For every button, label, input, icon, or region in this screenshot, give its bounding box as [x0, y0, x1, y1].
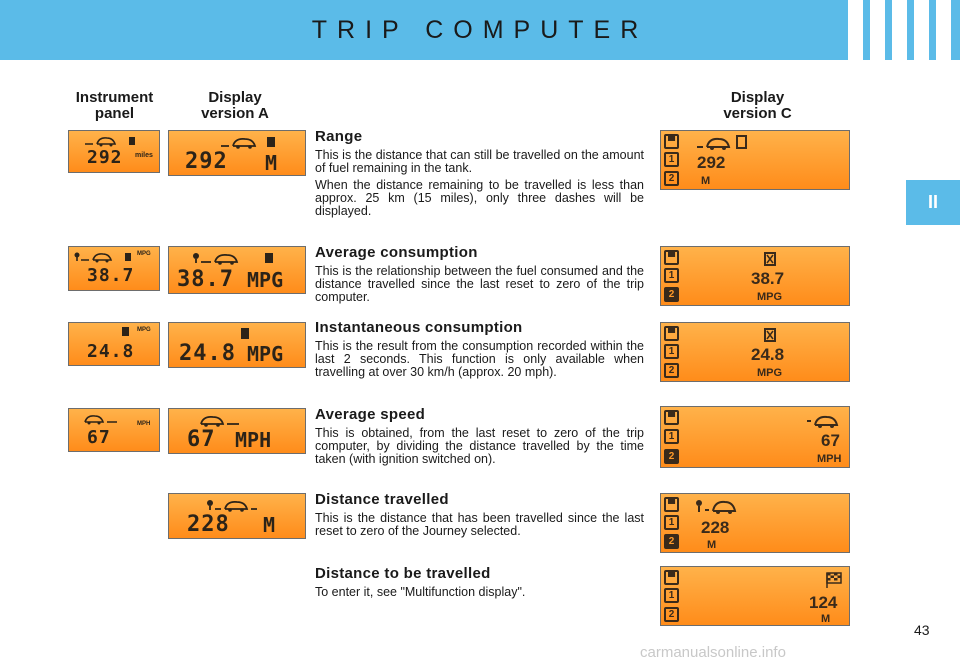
instrument-panel-display [68, 246, 160, 291]
instrument-panel-display [68, 408, 160, 452]
header-stripe [848, 0, 863, 60]
display-a-value: 292 [185, 149, 228, 174]
display-a-value: 38.7 [177, 267, 234, 292]
reset-car-icon [693, 498, 743, 516]
instrument-panel-display [68, 322, 160, 366]
display-c-unit: M [821, 613, 831, 625]
car-fuel-icon [219, 135, 281, 149]
reset-car-fuel-icon [73, 251, 135, 263]
header-stripe [892, 0, 907, 60]
car-icon: ▀ [664, 570, 679, 585]
header-stripe [870, 0, 885, 60]
car-icon: ▀ [664, 134, 679, 149]
section-range [315, 128, 644, 222]
display-c-unit: MPG [757, 367, 783, 379]
display-c [660, 130, 850, 190]
section-paragraph: This is obtained, from the last reset to zero of the trip computer, by dividing the distance travelled by the time taken (with ignition switched on). [315, 426, 644, 466]
section-distance-to-be-travelled [315, 565, 644, 603]
display-c [660, 246, 850, 306]
section-title: Range [315, 128, 363, 145]
display-c-mode-column [661, 494, 683, 552]
header-stripe [914, 0, 929, 60]
mode-1-box: 1 [664, 268, 679, 283]
display-a-unit: MPG [247, 268, 284, 292]
display-c-value: 292 [697, 153, 726, 172]
display-a-value: 228 [187, 512, 230, 537]
mode-1-box: 1 [664, 152, 679, 167]
mode-2-box-selected: 2 [664, 534, 679, 549]
mode-2-box-selected: 2 [664, 287, 679, 302]
reset-car-fuel-icon [191, 251, 277, 265]
car-icon [83, 413, 123, 425]
column-heading-display-c: Display version C [723, 89, 792, 122]
mode-1-box: 1 [664, 429, 679, 444]
display-a-unit: MPH [235, 428, 272, 452]
display-c-mode-column [661, 247, 683, 305]
display-a-unit: MPG [247, 342, 284, 366]
display-c-unit: M [707, 539, 717, 551]
display-a [168, 246, 306, 294]
display-c-value: 124 [809, 593, 838, 612]
display-c-mode-column [661, 131, 683, 189]
display-c-value: 67 [821, 431, 840, 450]
section-title: Average consumption [315, 244, 478, 261]
car-icon: ▀ [664, 326, 679, 341]
section-paragraph: To enter it, see "Multifunction display". [315, 585, 526, 599]
fuel-pump-icon [121, 326, 131, 338]
display-c-unit: M [701, 175, 711, 187]
section-paragraph: When the distance remaining to be travelled is less than approx. 25 km (15 miles), only three dashes will be displayed. [315, 178, 644, 218]
section-paragraph: This is the distance that has been travelled since the last reset to zero of the Journey selected. [315, 511, 644, 538]
column-heading-display-a: Display version A [201, 89, 269, 122]
instrument-value: 24.8 [87, 341, 135, 362]
instrument-unit: MPH [137, 421, 151, 427]
display-c-mode-column [661, 567, 683, 625]
page-header [0, 0, 960, 60]
display-a [168, 130, 306, 176]
instrument-value: 38.7 [87, 265, 135, 286]
mode-2-box: 2 [664, 363, 679, 378]
car-icon: ▀ [664, 410, 679, 425]
instrument-unit: MPG [137, 327, 151, 333]
section-title: Average speed [315, 406, 426, 423]
car-fuel-icon [695, 135, 751, 151]
watermark: carmanualsonline.info [640, 644, 786, 661]
car-icon: ▀ [664, 250, 679, 265]
section-paragraph: This is the relationship between the fuel consumed and the distance travelled since the last reset to zero of the trip computer. [315, 264, 644, 304]
mode-1-box: 1 [664, 344, 679, 359]
display-a-unit: M [265, 151, 278, 175]
display-c-mode-column [661, 323, 683, 381]
car-icon [805, 413, 847, 429]
section-title: Distance travelled [315, 491, 449, 508]
display-a [168, 322, 306, 368]
display-c-value: 228 [701, 518, 730, 537]
display-c [660, 566, 850, 626]
column-heading-instrument-panel: Instrument panel [75, 89, 154, 122]
car-icon: ▀ [664, 497, 679, 512]
section-paragraph: This is the distance that can still be travelled on the amount of fuel remaining in the tank. [315, 148, 644, 175]
instrument-unit: MPG [137, 251, 151, 257]
mode-2-box: 2 [664, 607, 679, 622]
fuel-consumption-icon [763, 251, 777, 267]
page-number: 43 [914, 622, 930, 638]
car-fuel-icon [83, 135, 139, 147]
section-title: Distance to be travelled [315, 565, 491, 582]
section-average-consumption [315, 244, 644, 308]
header-stripe [936, 0, 951, 60]
display-a [168, 408, 306, 454]
instrument-value: 292 [87, 147, 123, 168]
section-instantaneous-consumption [315, 319, 644, 383]
display-a [168, 493, 306, 539]
display-a-value: 67 [187, 427, 216, 452]
display-c-unit: MPG [757, 291, 783, 303]
display-c-unit: MPH [817, 453, 842, 465]
instrument-unit: miles [135, 152, 153, 159]
display-c [660, 322, 850, 382]
fuel-consumption-icon [763, 327, 777, 343]
section-paragraph: This is the result from the consumption recorded within the last 2 seconds. This function is only available when travelling at over 30 km/h (approx. 20 mph). [315, 339, 644, 379]
mode-1-box: 1 [664, 588, 679, 603]
instrument-value: 67 [87, 427, 111, 448]
mode-2-box-selected: 2 [664, 449, 679, 464]
display-c-value: 38.7 [751, 269, 785, 288]
chapter-tab[interactable]: II [906, 180, 960, 225]
instrument-panel-display [68, 130, 160, 173]
display-c [660, 406, 850, 468]
chequered-flag-icon [825, 571, 843, 589]
mode-1-box: 1 [664, 515, 679, 530]
fuel-pump-icon [239, 327, 251, 341]
display-a-value: 24.8 [179, 341, 236, 366]
mode-2-box: 2 [664, 171, 679, 186]
display-c-mode-column [661, 407, 683, 467]
car-icon [199, 413, 243, 427]
display-c-value: 24.8 [751, 345, 785, 364]
section-distance-travelled [315, 491, 644, 542]
display-c [660, 493, 850, 553]
section-title: Instantaneous consumption [315, 319, 523, 336]
page-title: TRIP COMPUTER [311, 16, 649, 44]
reset-car-icon [205, 498, 259, 512]
section-average-speed [315, 406, 644, 470]
display-a-unit: M [263, 513, 276, 537]
